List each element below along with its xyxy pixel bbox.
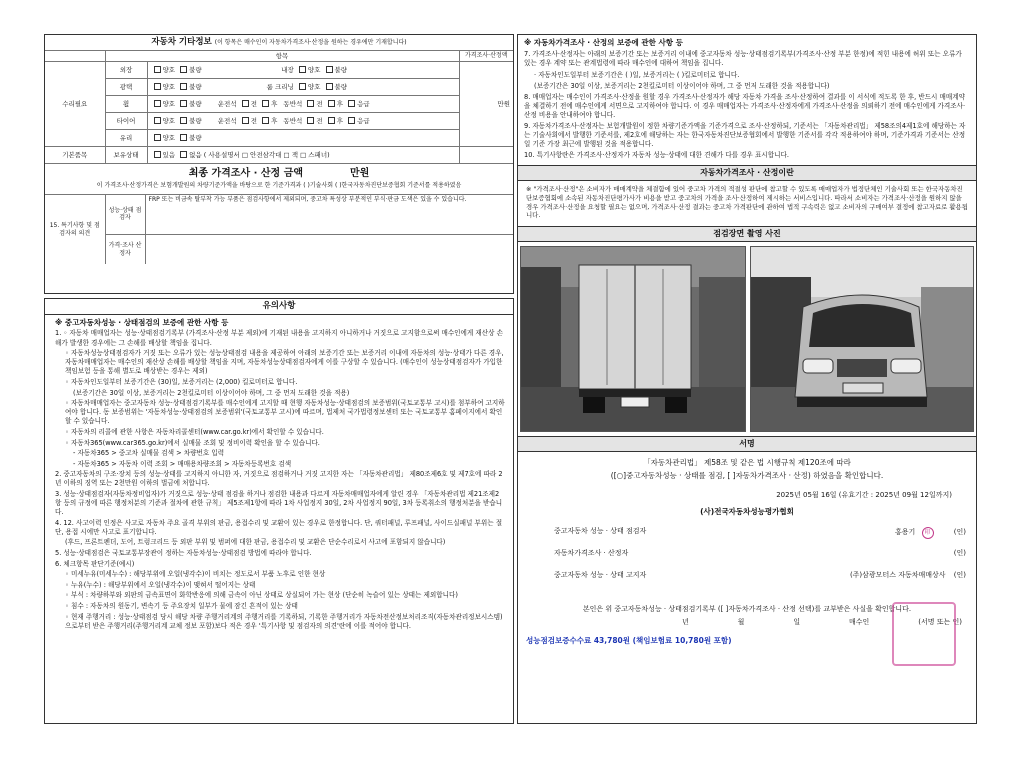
checkbox-rear[interactable] (262, 117, 269, 124)
passenger-seat-label: 동반석 (283, 116, 303, 125)
opt-front: 전 (250, 116, 257, 125)
final-amount-unit: 만원 (349, 167, 370, 179)
truck-rear-image (521, 247, 746, 432)
opt-bad: 불량 (189, 99, 202, 108)
final-amount-label: 최종 가격조사 · 산정 금액 (188, 167, 304, 179)
opt-bad: 불량 (189, 133, 202, 142)
price-item: 8. 매매업자는 매수인이 가격조사·산정을 원할 경우 가격조사·산정자가 해당 자동차 가격을 조사·산정하여 결과를 이 서식에 적도록 한 후, 반드시 매매계약을 체결하기 전에 매수인에게 서면으로 고지하여야 합니다. 이 경우 매매업자는 가격조사·산정자에게 가격조사·산정을 의뢰하기 전에 매수인에게 가격조사·산정 비용을 안내하여야 합니다. (524, 92, 966, 119)
row-wheel-label: 휠 (105, 95, 147, 112)
photo-title: 점검장면 촬영 사진 (518, 226, 976, 242)
opt-good: 양호 (162, 65, 176, 74)
checkbox-good[interactable] (154, 134, 161, 141)
right-column (517, 34, 977, 724)
opt-good: 양호 (307, 65, 321, 74)
col-price-header: 가격조사·산정액 (459, 50, 513, 61)
row-interior-label: 내장 (281, 65, 294, 74)
seal-stamp-icon: 印 (922, 527, 934, 539)
notice-box (44, 298, 514, 724)
opt-rear: 후 (271, 99, 278, 108)
signer-name: 홍용기 (895, 527, 916, 536)
checkbox-front[interactable] (307, 100, 314, 107)
col-item-header: 항목 (105, 50, 459, 61)
other-info-title (45, 35, 513, 50)
checkbox-rear[interactable] (262, 100, 269, 107)
price-item: 10. 특기사항란은 가격조사·산정자가 자동차 성능·상태에 대한 견해가 다를 경우 표시합니다. (524, 151, 789, 160)
opt-rear: 후 (336, 99, 343, 108)
price-item: 7. 가격조사·산정자는 아래의 보증기간 또는 보증거리 이내에 중고자동차 성능·상태점검기록부(가격조사·산정 부분 한정)에 적힌 내용에 허위 또는 오류가 있는 경우 계약 또는 관계법령에 따라 매수인에 대하여 책임을 집니다. (524, 50, 962, 68)
row-tire-label: 타이어 (105, 112, 147, 129)
checkbox-bad[interactable] (180, 66, 187, 73)
checkbox-bad[interactable] (180, 100, 187, 107)
basic-price-cell (459, 146, 513, 163)
row-wheel-options (147, 95, 459, 112)
price-item: (보증기간은 30일 이상, 보증거리는 2천킬로미터 이상이어야 하며, 그 중 먼저 도래한 것을 적용합니다) (534, 81, 830, 90)
opt-bad: 불량 (334, 82, 348, 91)
basic-items-options (147, 146, 459, 163)
checkbox-front[interactable] (242, 117, 249, 124)
checkbox-bad[interactable] (326, 83, 333, 90)
receipt-buyer: 매수인 (849, 617, 870, 626)
checkbox-none[interactable] (180, 151, 187, 158)
price-item: 9. 자동차가격조사·산정자는 보험개발원이 정한 차량기준가액을 기준가격으로 조사·산정하되, 기준서는 「자동차관리법」 제58조의4제1호에 해당하는 자는 기술사회에서 발행한 기준서를, 제2호에 해당하는 자는 한국자동차진단보증협회에서 발행한 기준서를 각각 적용하여야 하며, 기준가격과 기준서는 산정일 기준 가장 최근에 발행된 것을 적용합니다. (524, 122, 966, 149)
notice-list (45, 315, 513, 635)
price-check-title: 자동차가격조사 · 산정이란 (518, 165, 976, 181)
other-info-table (45, 50, 513, 164)
notice-item: ◦ 자동차의 리콜에 관한 사항은 자동차리콜센터(www.car.go.kr)에서 확인할 수 있습니다. (65, 427, 324, 436)
row-tire-options (147, 112, 459, 129)
notice-item: ◦ 자동차성능상태점검자가 거짓 또는 오류가 있는 성능상태점검 내용을 제공하여 아래의 보증기간 또는 보증거리 이내에 자동차의 성능·상태가 다른 경우, 자동차매매업자는 매수인의 재산상 손해를 배상할 책임을 지며, 자동차성능상태점검자에게 이를 구상할 수 있습니다. (매수인이 성능상태점검자가 가입한 책임보험 등을 통해 별도로 배상받는 경우는 제외) (65, 349, 504, 376)
signer-list (522, 527, 972, 593)
association-name: (사)전국자동차성능평가협회 (700, 507, 794, 517)
checkbox-good[interactable] (299, 83, 306, 90)
special-notes-table (45, 194, 513, 265)
inspector-label: 성능·상태 점검자 (105, 194, 145, 234)
checkbox-good[interactable] (154, 83, 161, 90)
opt-emergency: 응급 (357, 116, 370, 125)
driver-seat-label: 운전석 (217, 116, 237, 125)
notice-item: ◦ 자동차매매업자는 중고자동차 성능·상태점검기록부를 매수인에게 고지할 때 현행 자동차성능·상태점검의 보증범위(국토교통부 고시)를 첨부하여 고지하여야 합니다. 동 보증범위는 '자동차성능·상태점검의 보증범위'(국토교통부 고시)에 따르며, 법제처 국가법령정보센터 또는 국토교통부 홈페이지에서 확인할 수 있습니다. (65, 399, 505, 426)
row-glass-label: 유리 (105, 129, 147, 146)
truck-front-image (751, 247, 974, 432)
notice-item: 1. ◦ 자동차 매매업자는 성능·상태점검기록부 (가격조사·산정 부분 제외)에 기재된 내용을 고지하지 아니하거나 거짓으로 고지함으로써 매수인에게 재산상 손해가 발생한 경우에는 그 손해를 배상할 책임을 집니다. (55, 329, 503, 347)
opt-bad: 불량 (189, 116, 202, 125)
appraiser-label: 가격·조사 산정자 (105, 234, 145, 264)
vehicle-other-info-box (44, 34, 514, 294)
notice-item: ◦ 자동차인도일부터 보증기간은 (30)일, 보증거리는 (2,000) 킬로미터로 합니다. (65, 377, 298, 386)
basic-items-label: 기본품목 (45, 146, 105, 163)
notice-item: ◦ 미세누유(미세누수) : 해당부위에 오일(냉각수)이 비치는 정도로서 부품 노후로 인한 현상 (65, 570, 326, 579)
signer-row (522, 549, 972, 571)
special-notes-label: 15. 특기사항 및 점검자의 의견 (45, 194, 105, 264)
appraiser-opinion (145, 234, 513, 264)
possess-status-label: 보유상태 (105, 146, 147, 163)
row-exterior-label: 외장 (105, 61, 147, 78)
checkbox-front[interactable] (242, 100, 249, 107)
checkbox-bad[interactable] (180, 134, 187, 141)
notice-item: 2. 중고자동차의 구조·장치 등의 성능·상태를 고지하지 아니한 자, 거짓으로 점검하거나 거짓 고지한 자는 「자동차관리법」 제80조제6호 및 제7호에 따라 2년 이하의 징역 또는 2천만원 이하의 벌금에 처합니다. (55, 470, 503, 488)
signer-name-wrap (895, 527, 966, 549)
signer-name: (주)삼광모터스 자동차매매상사 (849, 570, 946, 579)
sign-date: 2025년 05월 16일 (유효기간 : 2025년 09월 12일까지) (776, 490, 952, 499)
receipt-sign: (서명 또는 인) (918, 617, 962, 626)
repair-label: 수리필요 (45, 61, 105, 146)
price-item: · 자동차인도일부터 보증기간은 ( )일, 보증거리는 ( )킬로미터로 합니다. (534, 70, 740, 79)
basic-items-list: ( 사용설명서 □ 안전삼각대 □ 잭 □ 스패너) (203, 150, 330, 159)
notice-item: 5. 성능·상태점검은 국토교통부장관이 정하는 자동차성능·상태점검 방법에 따라야 합니다. (55, 549, 312, 558)
signer-label: 중고자동차 성능 · 상태 고지자 (554, 570, 647, 579)
row-polish-label: 광택 (105, 78, 147, 95)
checkbox-emergency[interactable] (348, 100, 355, 107)
notice-item: 6. 체크항목 판단기준(예시) (55, 559, 135, 568)
other-info-subtitle: (이 항목은 매수인이 자동차가격조사·산정을 원하는 경우에만 기재합니다) (214, 39, 407, 46)
price-check-text: ※ "가격조사·산정"은 소비자가 매매계약을 체결함에 있어 중고차 가격의 적절성 판단에 참고할 수 있도록 매매업자가 법정단체인 기술사회 또는 한국자동차진단보증협회에 소속된 자동차진단평가사가 비용을 받고 중고차의 가격을 조사·산정하여 제시하는 서비스입니다. 따라서 소비자는 가격조사·산정을 원하지 않을 경우 가격조사·산정을 요청할 필요는 없으며, 가격조사·산정 결과는 중고차 가격판단에 관하여 법적 구속력은 없고 소비자의 구매여부 결정에 참고자료로 활용됩니다. (526, 185, 968, 220)
opt-bad: 불량 (189, 65, 202, 74)
receipt-day: 일 (793, 617, 801, 626)
driver-seat-label: 운전석 (217, 99, 237, 108)
warranty-fee: 성능점검보증수수료 43,780원 (책임보험료 10,780원 포함) (526, 636, 732, 646)
notice-item: (후드, 프론트펜더, 도어, 트렁크리드 등 외판 부위 및 범퍼에 대한 판금, 용접수리 및 교환은 단순수리로서 사고에 포함되지 않습니다) (65, 538, 446, 547)
receipt-year: 년 (682, 617, 689, 626)
notice-head: ※ 중고자동차성능 · 상태점검의 보증에 관한 사항 등 (55, 317, 229, 327)
opt-good: 양호 (162, 99, 176, 108)
opt-rear: 후 (271, 116, 278, 125)
opt-have: 있음 (162, 150, 176, 159)
opt-front: 전 (250, 99, 257, 108)
final-amount-note: 이 가격조사·산정가격은 보험개발원의 차량기준가액을 바탕으로 한 기준가격과 ( )기술사회 ( )한국자동차진단보증협회 기준서를 적용하였음 (96, 182, 462, 190)
opt-good: 양호 (162, 82, 176, 91)
notice-item: ◦ 현재 주행거리 : 성능·상태점검 당시 해당 차량 주행거리계의 주행거리를 기록하되, 기록한 주행거리가 자동차전산정보처리조직(자동차관리정보시스템)으로부터 받은 주행거리(주행거리계 교체 정보 포함)보다 적은 경우 '특기사항 및 점검자의 의견'란에 이를 적어야 합니다. (65, 612, 503, 630)
opt-good: 양호 (162, 133, 176, 142)
row-room-cleaning-label: 룸 크리닝 (266, 82, 294, 91)
signer-row (522, 571, 972, 593)
company-seal-icon (892, 602, 956, 666)
notice-title: 유의사항 (45, 299, 513, 315)
notice-item: (보증기간은 30일 이상, 보증거리는 2천킬로미터 이상이어야 하며, 그 중 먼저 도래한 것을 적용) (73, 388, 350, 397)
opt-none: 없음 (189, 150, 202, 159)
sign-title: 서명 (518, 436, 976, 452)
row-polish-options (147, 78, 459, 95)
receipt-month: 월 (737, 617, 745, 626)
signer-mark: (인) (953, 548, 966, 557)
signer-row (522, 527, 972, 549)
sign-section (518, 452, 976, 648)
notice-item: ◦ 자동차365(www.car365.go.kr)에서 실매물 조회 및 정비이력 확인을 할 수 있습니다. (65, 438, 320, 447)
signer-mark: (인) (953, 527, 966, 536)
inspector-opinion: FRP 또는 비금속 탈부착 가능 부품은 점검사항에서 제외되며, 중고차 특성상 부분적인 부식·판금 도색은 있을 수 있습니다. (145, 194, 513, 234)
opt-good: 양호 (162, 116, 176, 125)
opt-bad: 불량 (334, 65, 348, 74)
other-info-title-text: 자동차 기타정보 (151, 37, 212, 47)
checkbox-front[interactable] (307, 117, 314, 124)
left-column (44, 34, 514, 724)
truck-front-photo (750, 246, 974, 432)
notice-item: - 자동차365 > 중고차 실매물 검색 > 차량번호 입력 (73, 449, 225, 458)
row-exterior-options (147, 61, 459, 78)
corner-cell (45, 50, 105, 61)
checkbox-good[interactable] (154, 66, 161, 73)
row-glass-options (147, 129, 459, 146)
checkbox-have[interactable] (154, 151, 161, 158)
checkbox-good[interactable] (154, 117, 161, 124)
checkbox-rear[interactable] (328, 100, 335, 107)
opt-bad: 불량 (189, 82, 202, 91)
signer-name-wrap (850, 571, 966, 593)
price-guarantee-section (518, 35, 976, 165)
notice-item: ◦ 누유(누수) : 해당부위에서 오일(냉각수)이 맺혀서 떨어지는 상태 (65, 580, 256, 589)
notice-item: - 자동차365 > 자동차 이력 조회 > 매매용차량조회 > 자동차등록번호 검색 (73, 459, 292, 468)
opt-good: 양호 (307, 82, 321, 91)
signer-label: 중고자동차 성능 · 상태 점검자 (554, 526, 647, 535)
notice-item: 4. 12. 사고이력 인정은 사고로 자동차 주요 골격 부위의 판금, 용접수리 및 교환이 있는 경우로 한정합니다. 단, 쿼터패널, 루프패널, 사이드실패널 부위는 절단, 용접 시에만 사고로 표기합니다. (55, 518, 503, 536)
photo-area (518, 242, 976, 436)
final-amount-row (45, 164, 513, 181)
checkbox-bad[interactable] (326, 66, 333, 73)
notice-item: ◦ 부식 : 차량하부와 외판의 금속표면이 화학반응에 의해 금속이 아닌 상태로 상실되어 가는 현상 (단순히 녹슬어 있는 상태는 제외합니다) (65, 591, 458, 600)
opt-rear: 후 (336, 116, 343, 125)
receipt-text: 본인은 위 중고자동차성능 · 상태점검기록부 ([ ]자동차가격조사 · 산정 선택)를 교부받은 사실을 확인합니다. (582, 604, 912, 613)
opt-front: 전 (316, 116, 323, 125)
checkbox-emergency[interactable] (348, 117, 355, 124)
sign-confirm: ([○]중고자동차성능 · 상태를 점검, [ ]자동차가격조사 · 산정) 하였음을 확인합니다. (610, 471, 884, 481)
checkbox-bad[interactable] (180, 117, 187, 124)
opt-emergency: 응급 (357, 99, 370, 108)
passenger-seat-label: 동반석 (283, 99, 303, 108)
repair-price-unit: 만원 (497, 99, 510, 108)
truck-rear-photo (520, 246, 746, 432)
repair-price-cell (459, 61, 513, 146)
sign-law: 「자동차관리법」 제58조 및 같은 법 시행규칙 제120조에 따라 (643, 457, 851, 467)
notice-item: ◦ 침수 : 자동차의 원동기, 변속기 등 주요장치 일부가 물에 잠긴 흔적이 있는 상태 (65, 602, 298, 610)
checkbox-good[interactable] (299, 66, 306, 73)
signer-label: 자동차가격조사 · 산정자 (554, 548, 629, 557)
opt-front: 전 (316, 99, 323, 108)
price-guarantee-head: ※ 자동차가격조사 · 산정의 보증에 관한 사항 등 (524, 38, 683, 47)
checkbox-bad[interactable] (180, 83, 187, 90)
signer-mark: (인) (953, 570, 966, 579)
notice-item: 3. 성능·상태점검자(자동차정비업자)가 거짓으로 성능·상태 점검을 하거나 점검한 내용과 다르게 자동차매매업자에게 알린 경우 「자동차관리법 제21조제2항 등의 규정에 따른 행정처분의 기준과 절차에 관한 규칙」 제5조제1항에 따라 1차 사업정지 30일, 2차 사업정지 90일, 3차 등록취소의 행정처분을 받습니다. (55, 489, 503, 517)
checkbox-good[interactable] (154, 100, 161, 107)
checkbox-rear[interactable] (328, 117, 335, 124)
